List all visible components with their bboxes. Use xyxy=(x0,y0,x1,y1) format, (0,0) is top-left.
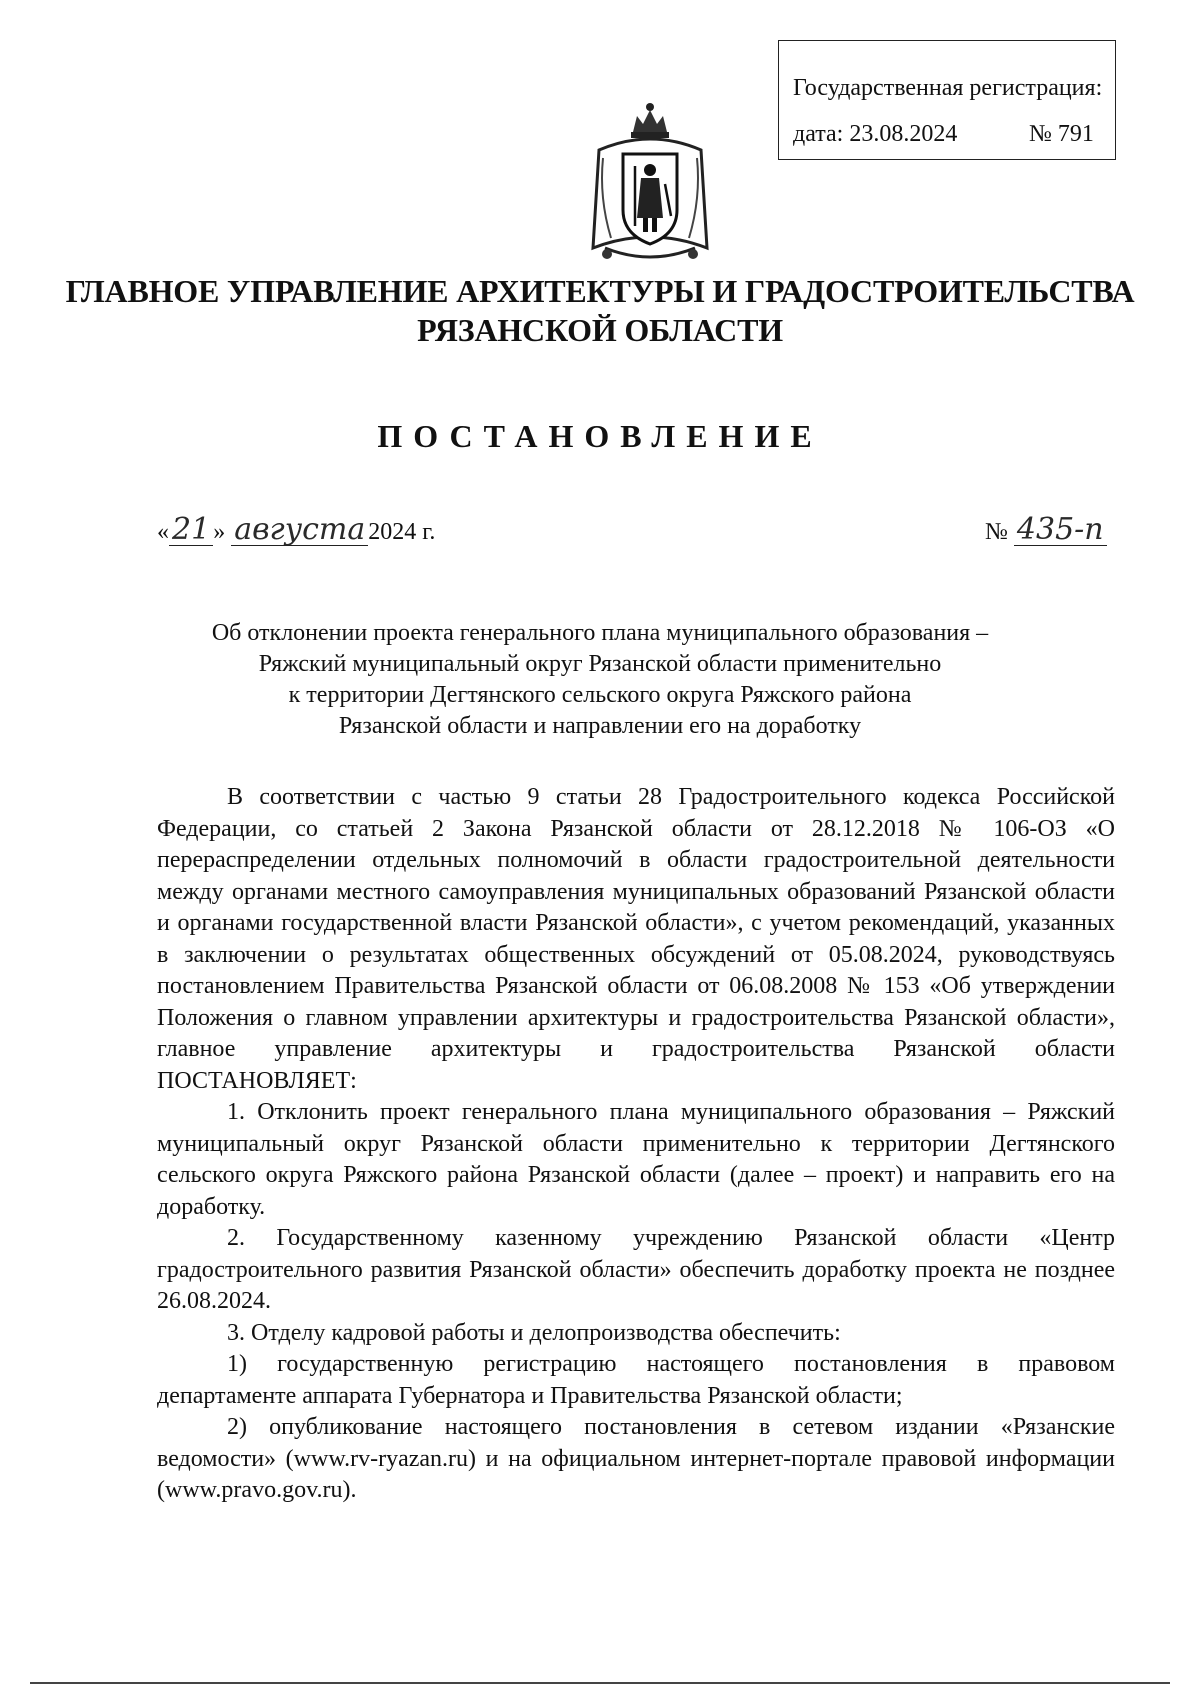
document-subject xyxy=(0,618,1200,742)
document-body xyxy=(157,782,1115,1507)
date-close-quote: » xyxy=(213,519,226,545)
registration-stamp xyxy=(778,40,1116,160)
agency-line-1: ГЛАВНОЕ УПРАВЛЕНИЕ АРХИТЕКТУРЫ И ГРАДОСТРОИТЕЛЬСТВА xyxy=(65,273,1135,309)
subject-line: Об отклонении проекта генерального плана муниципального образования – xyxy=(211,620,989,646)
date-open-quote: « xyxy=(157,519,169,545)
resolution-item-3: 3. Отделу кадровой работы и делопроизводства обеспечить: xyxy=(227,1319,841,1346)
preamble-paragraph: В соответствии с частью 9 статьи 28 Градостроительного кодекса Российской Федерации, со статьей 2 Закона Рязанской области от 28.12.2018 № 106-ОЗ «О перераспределении отдельных полномочий в области градостроительной деятельности между органами местного самоуправления муниципальных образований Рязанской области и органами государственной власти Рязанской области», с учетом рекомендаций, указанных в заключении о результатах общественных обсуждений от 05.08.2024, руководствуясь постановлением Правительства Рязанской области от 06.08.2008 № 153 «Об утверждении Положения о главном управлении архитектуры и градостроительства Рязанской области», главное управление архитектуры и градостроительства Рязанской области ПОСТАНОВЛЯЕТ: xyxy=(157,784,1115,1094)
page-bottom-rule xyxy=(30,1682,1170,1684)
resolution-item-2: 2. Государственному казенному учреждению Рязанской области «Центр градостроительного развития Рязанской области» обеспечить доработку проекта не позднее 26.08.2024. xyxy=(157,1225,1115,1314)
subject-line: Ряжский муниципальный округ Рязанской области применительно xyxy=(258,651,942,677)
number-prefix: № xyxy=(985,519,1008,545)
document-date xyxy=(157,512,436,547)
resolution-item-1: 1. Отклонить проект генерального плана муниципального образования – Ряжский муниципальный округ Рязанской области применительно к территории Дегтянского сельского округа Ряжского района Рязанской области (далее – проект) и направить его на доработку. xyxy=(157,1099,1115,1220)
date-year: 2024 г. xyxy=(368,519,436,545)
number-handwritten: 435-п xyxy=(1014,515,1107,546)
agency-line-2: РЯЗАНСКОЙ ОБЛАСТИ xyxy=(417,312,783,348)
document-type-heading: ПОСТАНОВЛЕНИЕ xyxy=(377,418,823,454)
registration-label: Государственная регистрация: xyxy=(793,75,1103,101)
subject-line: Рязанской области и направлении его на доработку xyxy=(338,713,862,739)
resolution-subitem-1: 1) государственную регистрацию настоящего постановления в правовом департаменте аппарата Губернатора и Правительства Рязанской области; xyxy=(157,1351,1115,1409)
resolution-subitem-2: 2) опубликование настоящего постановления в сетевом издании «Рязанские ведомости» (www.rv-ryazan.ru) и на официальном интернет-портале правовой информации (www.pravo.gov.ru). xyxy=(157,1414,1115,1503)
subject-line: к территории Дегтянского сельского округа Ряжского района xyxy=(288,682,912,708)
date-month-handwritten: августа xyxy=(231,515,368,546)
date-day-handwritten: 21 xyxy=(169,515,213,546)
registration-date: дата: 23.08.2024 xyxy=(793,121,958,147)
agency-name xyxy=(0,272,1200,350)
document-number xyxy=(985,512,1107,547)
ryazan-coat-of-arms-icon xyxy=(585,98,715,268)
registration-number: № 791 xyxy=(1029,121,1094,147)
